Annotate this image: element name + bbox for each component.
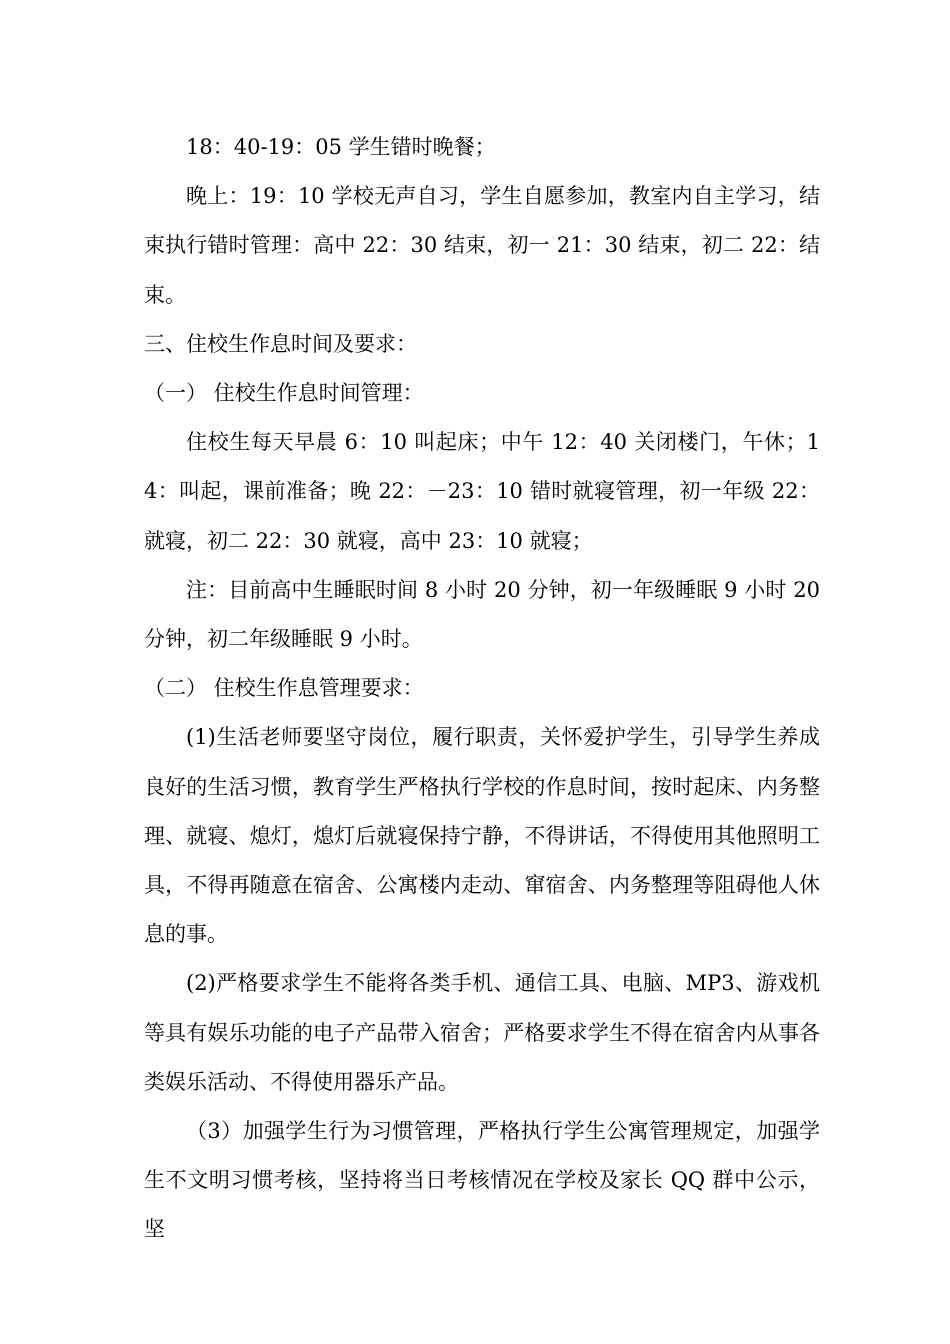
subsection-heading-2: （二） 住校生作息管理要求： (144, 676, 424, 701)
document-body (144, 123, 820, 1255)
subsection-heading-1: （一） 住校生作息时间管理： (144, 381, 424, 406)
paragraph-dinner-time: 18：40-19：05 学生错时晚餐； (186, 135, 496, 159)
paragraph-rule-2: (2)严格要求学生不能将各类手机、通信工具、电脑、MP3、游戏机等具有娱乐功能的电子产品带入宿舍；严格要求学生不得在宿舍内从事各类娱乐活动、不得使用器乐产品。 (144, 971, 820, 1094)
paragraph-sleep-note: 注：目前高中生睡眠时间 8 小时 20 分钟，初一年级睡眠 9 小时 20 分钟，初二年级睡眠 9 小时。 (144, 577, 820, 652)
paragraph-schedule: 住校生每天早晨 6：10 叫起床；中午 12：40 关闭楼门，午休；14：叫起，课前准备；晚 22：－23：10 错时就寝管理，初一年级 22：就寝，初二 22：30 就寝，高中 23：10 就寝； (144, 430, 820, 553)
paragraph-rule-3: （3）加强学生行为习惯管理，严格执行学生公寓管理规定，加强学生不文明习惯考核，坚持将当日考核情况在学校及家长 QQ 群中公示，坚 (144, 1119, 820, 1242)
paragraph-evening-study: 晚上：19：10 学校无声自习，学生自愿参加，教室内自主学习，结束执行错时管理：高中 22：30 结束，初一 21：30 结束，初二 22：结束。 (144, 184, 820, 307)
paragraph-rule-1: (1)生活老师要坚守岗位，履行职责，关怀爱护学生，引导学生养成良好的生活习惯，教育学生严格执行学校的作息时间，按时起床、内务整理、就寝、熄灯，熄灯后就寝保持宁静，不得讲话，不得使用其他照明工具，不得再随意在宿舍、公寓楼内走动、窜宿舍、内务整理等阻碍他人休息的事。 (144, 725, 820, 947)
section-heading-3: 三、住校生作息时间及要求： (144, 331, 417, 356)
